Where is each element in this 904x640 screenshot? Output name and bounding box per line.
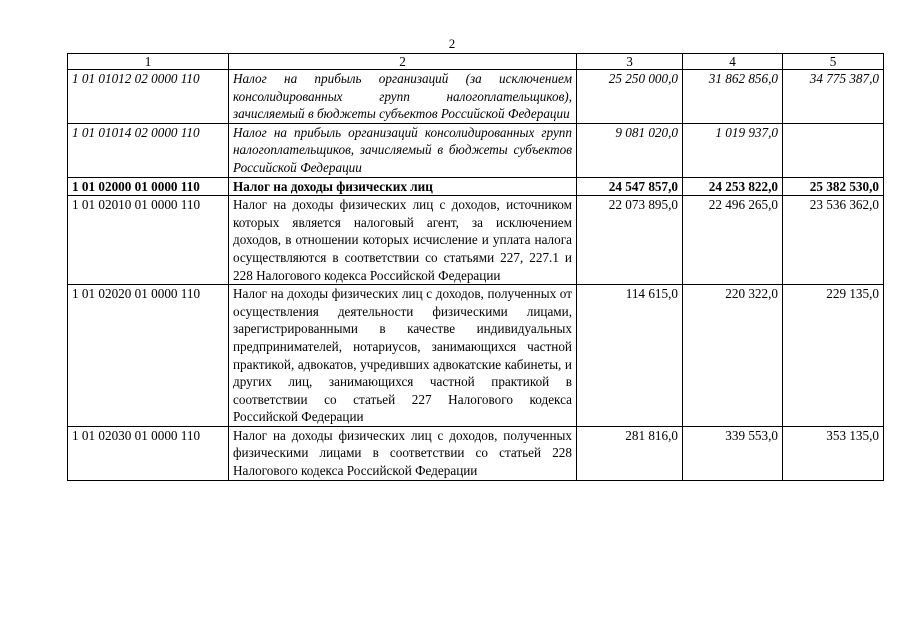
value-col-3: 25 250 000,0 [577,70,683,124]
revenue-name: Налог на доходы физических лиц [229,177,577,196]
column-header-2: 2 [229,54,577,70]
table-header-row [68,54,884,70]
value-col-5: 25 382 530,0 [783,177,884,196]
value-col-4: 1 019 937,0 [683,123,783,177]
table-row [68,70,884,124]
revenue-name: Налог на доходы физических лиц с доходов, полученных от осуществления деятельности физическими лицами, зарегистрированными в качестве индивидуальных предпринимателей, нотариусов, занимающихся частной практикой, адвокатов, учредивших адвокатские кабинеты, и других лиц, занимающихся частной практикой в соответствии со статьей 227 Налогового кодекса Российской Федерации [229,285,577,427]
value-col-5 [783,123,884,177]
column-header-1: 1 [68,54,229,70]
value-col-5: 34 775 387,0 [783,70,884,124]
value-col-4: 31 862 856,0 [683,70,783,124]
budget-code: 1 01 02030 01 0000 110 [68,426,229,480]
revenue-name: Налог на доходы физических лиц с доходов, полученных физическими лицами в соответствии со статьей 228 Налогового кодекса Российской Федерации [229,426,577,480]
budget-code: 1 01 01014 02 0000 110 [68,123,229,177]
revenue-table [67,53,884,481]
budget-code: 1 01 02000 01 0000 110 [68,177,229,196]
value-col-3: 281 816,0 [577,426,683,480]
value-col-5: 353 135,0 [783,426,884,480]
table-row [68,123,884,177]
table-row [68,177,884,196]
budget-code: 1 01 02020 01 0000 110 [68,285,229,427]
table-row [68,426,884,480]
table-row [68,196,884,285]
column-header-5: 5 [783,54,884,70]
value-col-5: 229 135,0 [783,285,884,427]
budget-code: 1 01 02010 01 0000 110 [68,196,229,285]
value-col-4: 22 496 265,0 [683,196,783,285]
column-header-4: 4 [683,54,783,70]
value-col-3: 114 615,0 [577,285,683,427]
budget-code: 1 01 01012 02 0000 110 [68,70,229,124]
page-number: 2 [448,36,456,51]
value-col-3: 9 081 020,0 [577,123,683,177]
value-col-3: 24 547 857,0 [577,177,683,196]
value-col-4: 24 253 822,0 [683,177,783,196]
column-header-3: 3 [577,54,683,70]
value-col-3: 22 073 895,0 [577,196,683,285]
revenue-name: Налог на доходы физических лиц с доходов, источником которых является налоговый агент, за исключением доходов, в отношении которых исчисление и уплата налога осуществляются в соответствии со статьями 227, 227.1 и 228 Налогового кодекса Российской Федерации [229,196,577,285]
value-col-4: 220 322,0 [683,285,783,427]
value-col-4: 339 553,0 [683,426,783,480]
value-col-5: 23 536 362,0 [783,196,884,285]
revenue-name: Налог на прибыль организаций (за исключением консолидированных групп налогоплательщиков), зачисляемый в бюджеты субъектов Российской Федерации [229,70,577,124]
table-row [68,285,884,427]
revenue-name: Налог на прибыль организаций консолидированных групп налогоплательщиков, зачисляемый в бюджеты субъектов Российской Федерации [229,123,577,177]
